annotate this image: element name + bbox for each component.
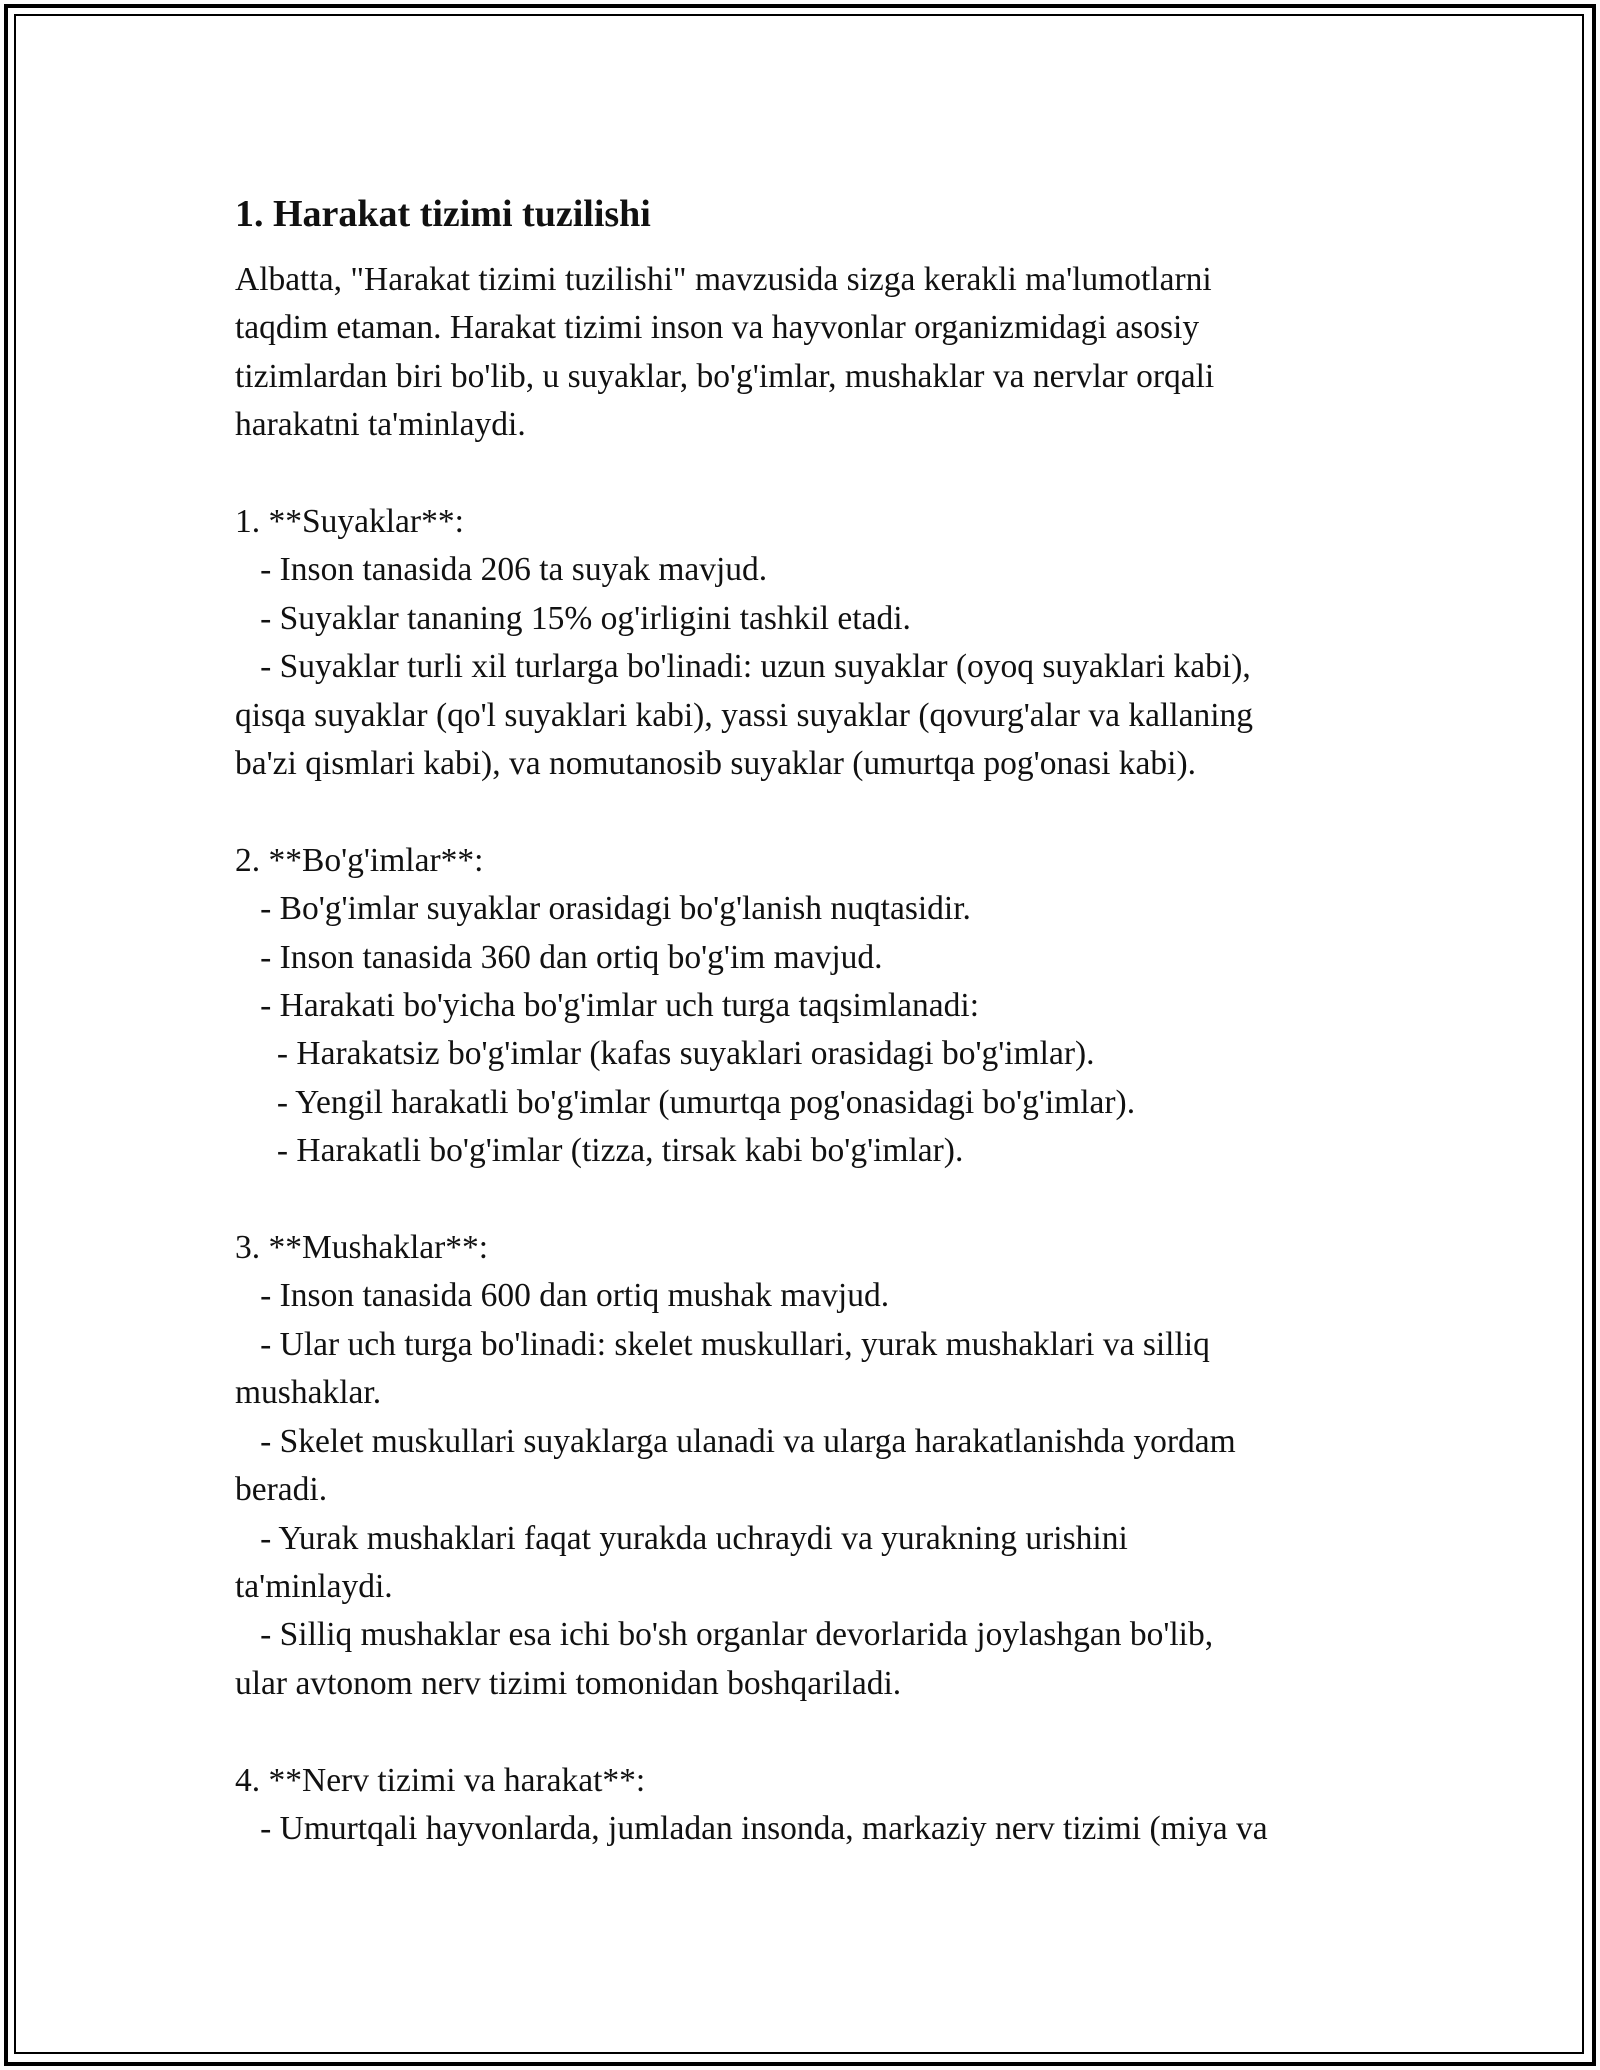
text-line: - Inson tanasida 600 dan ortiq mushak mavjud. (235, 1277, 890, 1315)
text-line: - Suyaklar turli xil turlarga bo'linadi: uzun suyaklar (oyoq suyaklari kabi), (235, 648, 1251, 686)
text-line: - Inson tanasida 206 ta suyak mavjud. (235, 551, 768, 589)
text-line: mushaklar. (235, 1374, 382, 1412)
text-line: taqdim etaman. Harakat tizimi inson va hayvonlar organizmidagi asosiy (235, 309, 1200, 347)
text-line: - Skelet muskullari suyaklarga ulanadi va ularga harakatlanishda yordam (235, 1422, 1236, 1460)
text-line: - Umurtqali hayvonlarda, jumladan insonda, markaziy nerv tizimi (miya va (235, 1809, 1268, 1847)
text-line: - Harakatli bo'g'imlar (tizza, tirsak kabi bo'g'imlar). (235, 1132, 964, 1170)
text-line: - Yurak mushaklari faqat yurakda uchraydi va yurakning urishini (235, 1519, 1128, 1557)
text-line: - Silliq mushaklar esa ichi bo'sh organlar devorlarida joylashgan bo'lib, (235, 1616, 1214, 1654)
blank-line (235, 1708, 1415, 1756)
text-line: 4. **Nerv tizimi va harakat**: (235, 1761, 646, 1799)
text-line: harakatni ta'minlaydi. (235, 406, 526, 444)
text-line: - Yengil harakatli bo'g'imlar (umurtqa pog'onasidagi bo'g'imlar). (235, 1083, 1136, 1121)
text-line: 3. **Mushaklar**: (235, 1229, 489, 1267)
document-text (235, 256, 1415, 1853)
document-title: 1. Harakat tizimi tuzilishi (235, 193, 651, 235)
text-line: Albatta, "Harakat tizimi tuzilishi" mavzusida sizga kerakli ma'lumotlarni (235, 261, 1212, 298)
text-line: - Ular uch turga bo'linadi: skelet muskullari, yurak mushaklari va silliq (235, 1325, 1210, 1363)
text-line: 2. **Bo'g'imlar**: (235, 841, 484, 879)
text-line: - Harakatsiz bo'g'imlar (kafas suyaklari orasidagi bo'g'imlar). (235, 1035, 1095, 1073)
text-line: - Suyaklar tananing 15% og'irligini tashkil etadi. (235, 599, 911, 637)
text-line: beradi. (235, 1471, 328, 1509)
text-line: 1. **Suyaklar**: (235, 503, 464, 541)
text-line: ular avtonom nerv tizimi tomonidan boshqariladi. (235, 1664, 902, 1702)
text-line: - Harakati bo'yicha bo'g'imlar uch turga taqsimlanadi: (235, 987, 980, 1025)
text-line: tizimlardan biri bo'lib, u suyaklar, bo'g'imlar, mushaklar va nervlar orqali (235, 357, 1215, 395)
text-line: ba'zi qismlari kabi), va nomutanosib suyaklar (umurtqa pog'onasi kabi). (235, 745, 1197, 783)
blank-line (235, 788, 1415, 836)
text-line: ta'minlaydi. (235, 1567, 393, 1605)
blank-line (235, 450, 1415, 498)
text-line: qisqa suyaklar (qo'l suyaklari kabi), yassi suyaklar (qovurg'alar va kallaning (235, 696, 1254, 734)
document-body (235, 186, 1415, 1853)
blank-line (235, 1176, 1415, 1224)
text-line: - Bo'g'imlar suyaklar orasidagi bo'g'lanish nuqtasidir. (235, 890, 971, 928)
text-line: - Inson tanasida 360 dan ortiq bo'g'im mavjud. (235, 938, 883, 976)
